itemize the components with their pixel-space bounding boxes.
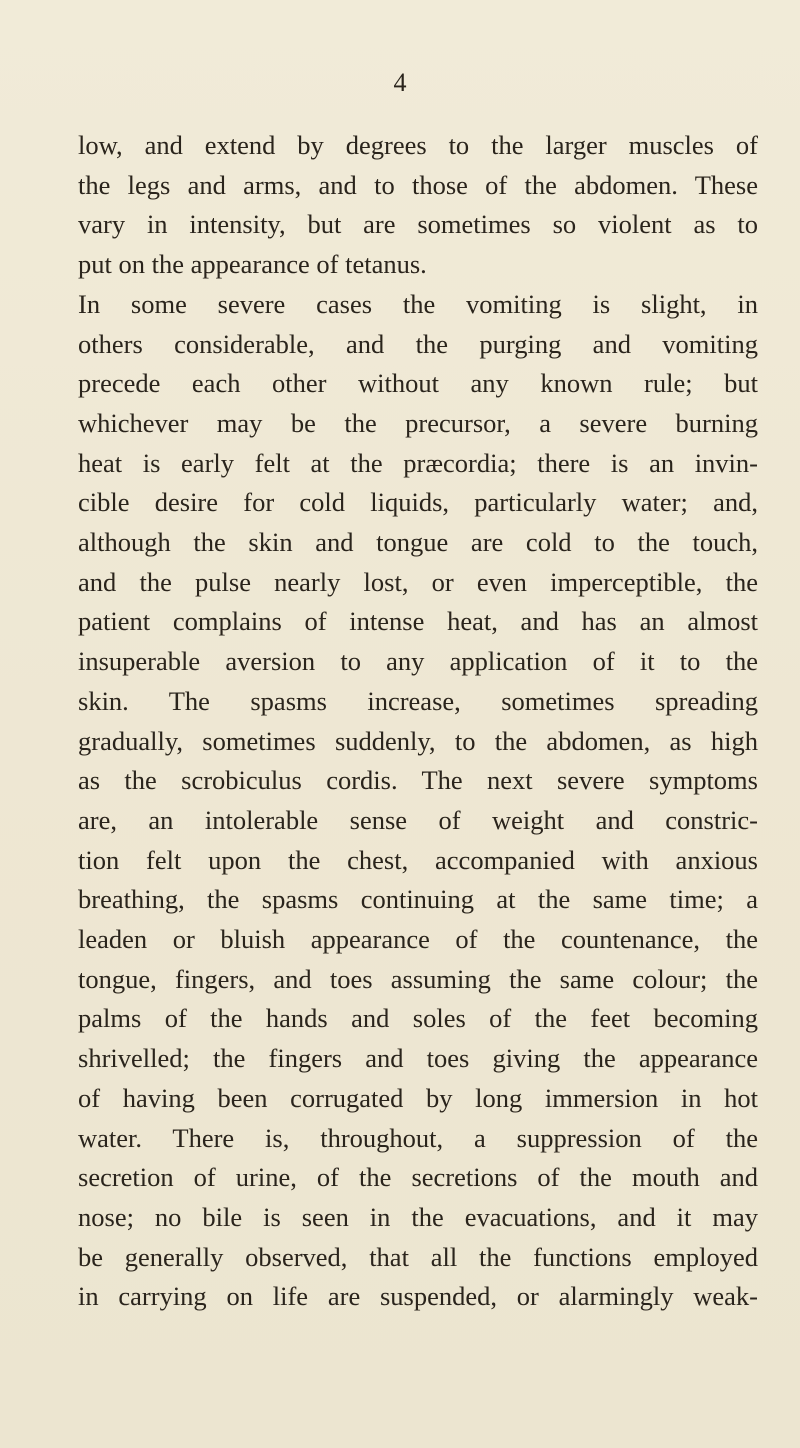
page-number: 4 xyxy=(393,68,407,97)
text-line: insuperable aversion to any application of it to the xyxy=(78,646,758,677)
text-line: palms of the hands and soles of the feet becoming xyxy=(78,1003,758,1034)
text-line: low, and extend by degrees to the larger muscles of xyxy=(78,130,758,160)
text-line: vary in intensity, but are sometimes so violent as to xyxy=(78,209,758,240)
text-line: gradually, sometimes suddenly, to the abdomen, as high xyxy=(78,725,758,756)
text-line: heat is early felt at the præcordia; there is an invin- xyxy=(78,447,758,478)
text-line: whichever may be the precursor, a severe burning xyxy=(78,407,758,438)
text-line: of having been corrugated by long immersion in hot xyxy=(78,1082,758,1113)
text-line: water. There is, throughout, a suppression of the xyxy=(78,1122,758,1153)
text-line: secretion of urine, of the secretions of the mouth and xyxy=(78,1162,758,1193)
text-line: are, an intolerable sense of weight and constric- xyxy=(78,804,758,835)
text-line: the legs and arms, and to those of the abdomen. These xyxy=(78,169,758,200)
body-text xyxy=(78,126,758,1317)
text-line: tion felt upon the chest, accompanied with anxious xyxy=(78,844,758,875)
text-line: patient complains of intense heat, and has an almost xyxy=(78,606,758,637)
text-line: although the skin and tongue are cold to the touch, xyxy=(78,527,758,558)
text-line: precede each other without any known rule; but xyxy=(78,368,758,399)
text-line: put on the appearance of tetanus. xyxy=(78,249,427,280)
text-line: cible desire for cold liquids, particularly water; and, xyxy=(78,487,758,518)
text-line: others considerable, and the purging and vomiting xyxy=(78,328,758,359)
text-line: breathing, the spasms continuing at the same time; a xyxy=(78,884,758,915)
text-line: tongue, fingers, and toes assuming the same colour; the xyxy=(78,963,758,994)
text-line: shrivelled; the fingers and toes giving the appearance xyxy=(78,1043,758,1074)
text-line: In some severe cases the vomiting is slight, in xyxy=(78,288,758,319)
text-line: be generally observed, that all the functions employed xyxy=(78,1241,758,1272)
text-line: in carrying on life are suspended, or alarmingly weak- xyxy=(78,1281,758,1312)
text-line: skin. The spasms increase, sometimes spreading xyxy=(78,685,758,716)
text-line: nose; no bile is seen in the evacuations, and it may xyxy=(78,1201,758,1232)
text-line: and the pulse nearly lost, or even imperceptible, the xyxy=(78,566,758,597)
text-line: as the scrobiculus cordis. The next severe symptoms xyxy=(78,765,758,796)
text-line: leaden or bluish appearance of the countenance, the xyxy=(78,924,758,955)
